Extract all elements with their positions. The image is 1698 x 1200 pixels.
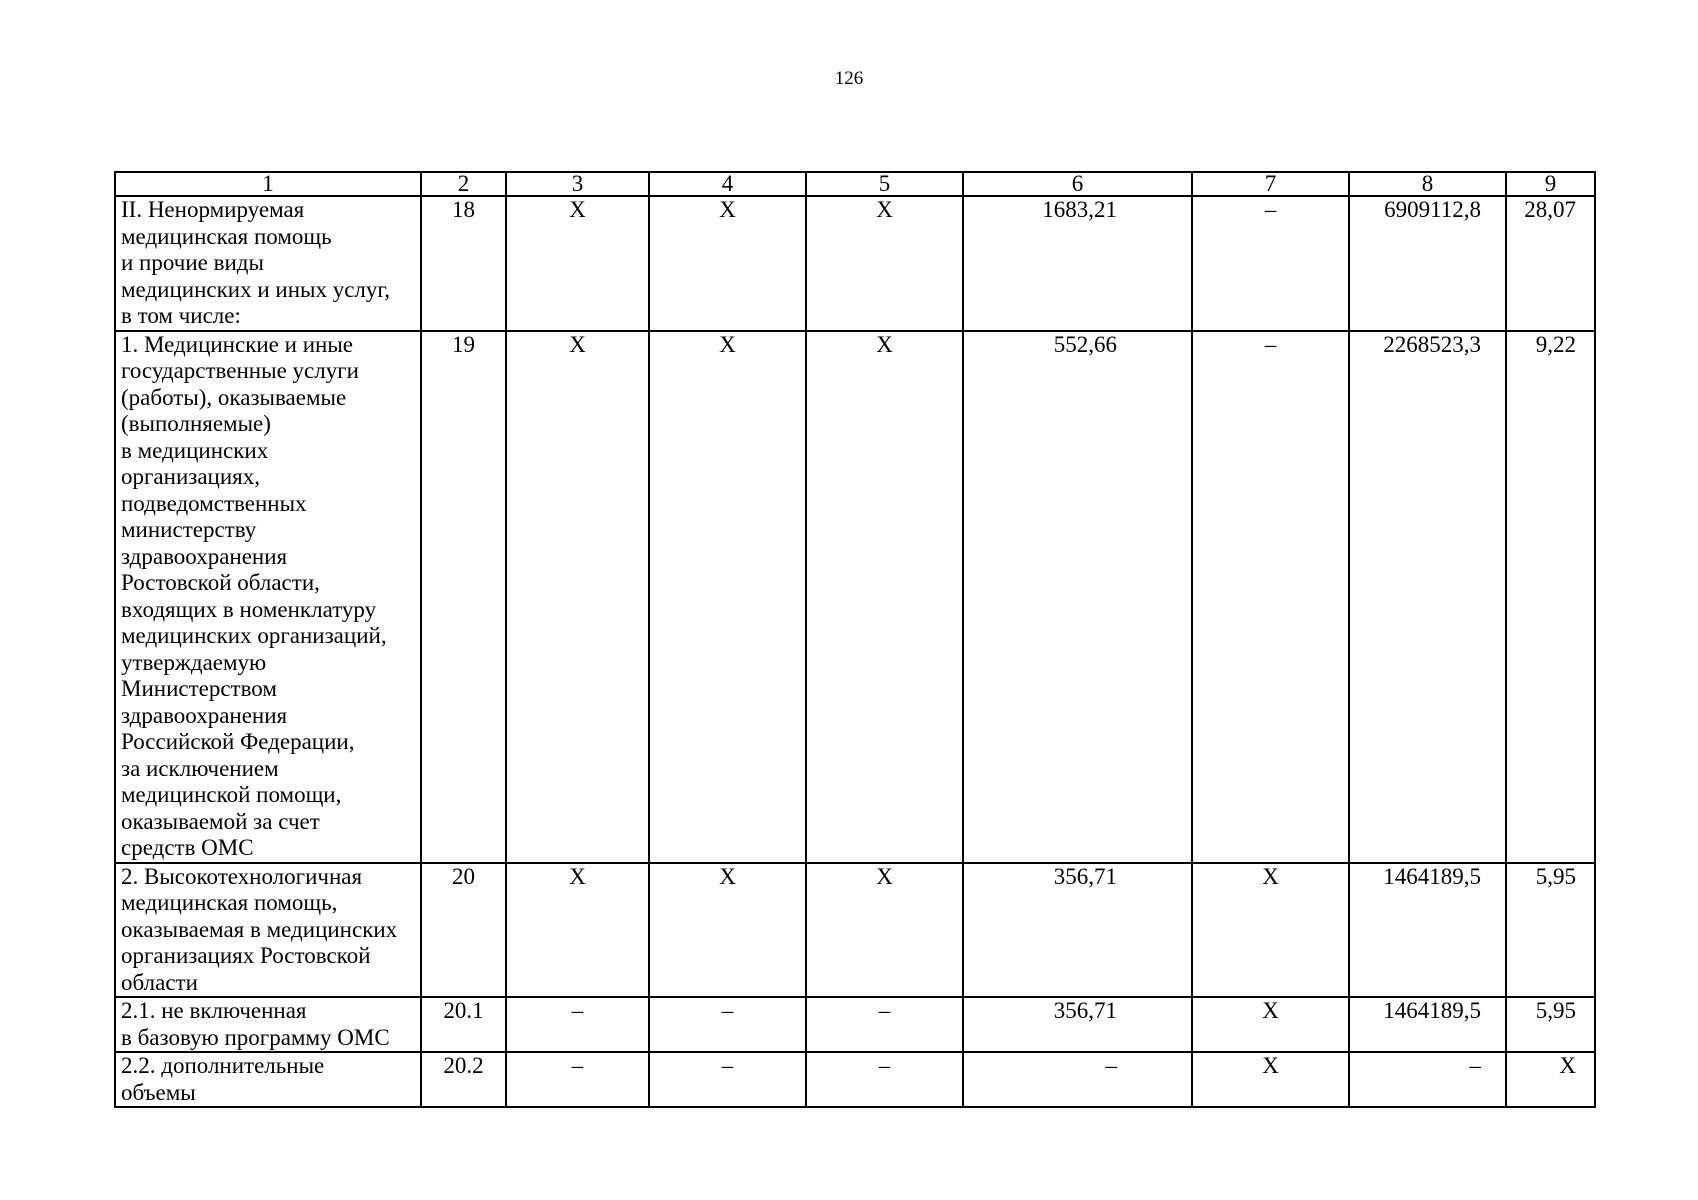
table-cell: – <box>649 997 806 1052</box>
row-name-cell <box>115 331 421 863</box>
column-number-header: 6 <box>963 172 1192 196</box>
table-cell: X <box>1192 997 1349 1052</box>
table-cell: 552,66 <box>963 331 1192 863</box>
table-cell: – <box>1349 1052 1506 1107</box>
row-code-cell: 18 <box>421 196 506 331</box>
row-name-text: 2. Высокотехнологичная медицинская помощь, оказываемая в медицинских организациях Ростовской области <box>121 863 398 995</box>
row-code-cell: 20 <box>421 863 506 998</box>
table-cell: X <box>806 196 963 331</box>
table-cell: X <box>506 331 649 863</box>
row-name-text: II. Ненормируемая медицинская помощь и прочие виды медицинских и иных услуг, в том числе: <box>121 197 390 328</box>
table-cell: X <box>649 331 806 863</box>
table-cell: 356,71 <box>963 997 1192 1052</box>
table-cell: 5,95 <box>1506 997 1595 1052</box>
table-cell: X <box>506 863 649 998</box>
table-cell: 356,71 <box>963 863 1192 998</box>
column-number-header: 2 <box>421 172 506 196</box>
table-header-row <box>115 172 1595 196</box>
column-number-header: 9 <box>1506 172 1595 196</box>
table-row <box>115 331 1595 863</box>
table-row <box>115 1052 1595 1107</box>
row-name-cell <box>115 1052 421 1107</box>
row-name-text: 1. Медицинские и иные государственные услуги (работы), оказываемые (выполняемые) в медицинских организациях, подведомственных министерству здравоохранения Ростовской области, входящих в номенклатуру медицинских организаций, утверждаемую Министерством здравоохранения Российской Федерации, за исключением медицинской помощи, оказываемой за счет средств ОМС <box>121 331 387 860</box>
column-number-header: 1 <box>115 172 421 196</box>
row-code-cell: 20.1 <box>421 997 506 1052</box>
table-cell: 2268523,3 <box>1349 331 1506 863</box>
data-table <box>114 171 1596 1108</box>
row-name-cell <box>115 196 421 331</box>
table-cell: – <box>506 997 649 1052</box>
row-name-text: 2.1. не включенная в базовую программу ОМС <box>121 998 390 1050</box>
table-cell: X <box>1192 863 1349 998</box>
table-row <box>115 196 1595 331</box>
table-cell: 28,07 <box>1506 196 1595 331</box>
table-cell: – <box>1192 331 1349 863</box>
column-number-header: 4 <box>649 172 806 196</box>
table-cell: – <box>649 1052 806 1107</box>
row-code-cell: 20.2 <box>421 1052 506 1107</box>
table-row <box>115 997 1595 1052</box>
column-number-header: 7 <box>1192 172 1349 196</box>
table-cell: 5,95 <box>1506 863 1595 998</box>
column-number-header: 8 <box>1349 172 1506 196</box>
table-cell: 9,22 <box>1506 331 1595 863</box>
page-number: 126 <box>834 68 864 89</box>
table-cell: 1464189,5 <box>1349 863 1506 998</box>
table-cell: – <box>963 1052 1192 1107</box>
table-cell: – <box>806 997 963 1052</box>
table-cell: – <box>1192 196 1349 331</box>
table-cell: 1683,21 <box>963 196 1192 331</box>
table-cell: X <box>1506 1052 1595 1107</box>
row-name-text: 2.2. дополнительные объемы <box>121 1053 325 1105</box>
table-cell: – <box>506 1052 649 1107</box>
table-cell: 6909112,8 <box>1349 196 1506 331</box>
table-cell: X <box>806 863 963 998</box>
row-code-cell: 19 <box>421 331 506 863</box>
row-name-cell <box>115 997 421 1052</box>
table-cell: X <box>806 331 963 863</box>
row-name-cell <box>115 863 421 998</box>
table-cell: X <box>506 196 649 331</box>
table-cell: X <box>649 196 806 331</box>
table-cell: X <box>649 863 806 998</box>
table-row <box>115 863 1595 998</box>
column-number-header: 5 <box>806 172 963 196</box>
table-cell: X <box>1192 1052 1349 1107</box>
table-cell: 1464189,5 <box>1349 997 1506 1052</box>
column-number-header: 3 <box>506 172 649 196</box>
table-cell: – <box>806 1052 963 1107</box>
